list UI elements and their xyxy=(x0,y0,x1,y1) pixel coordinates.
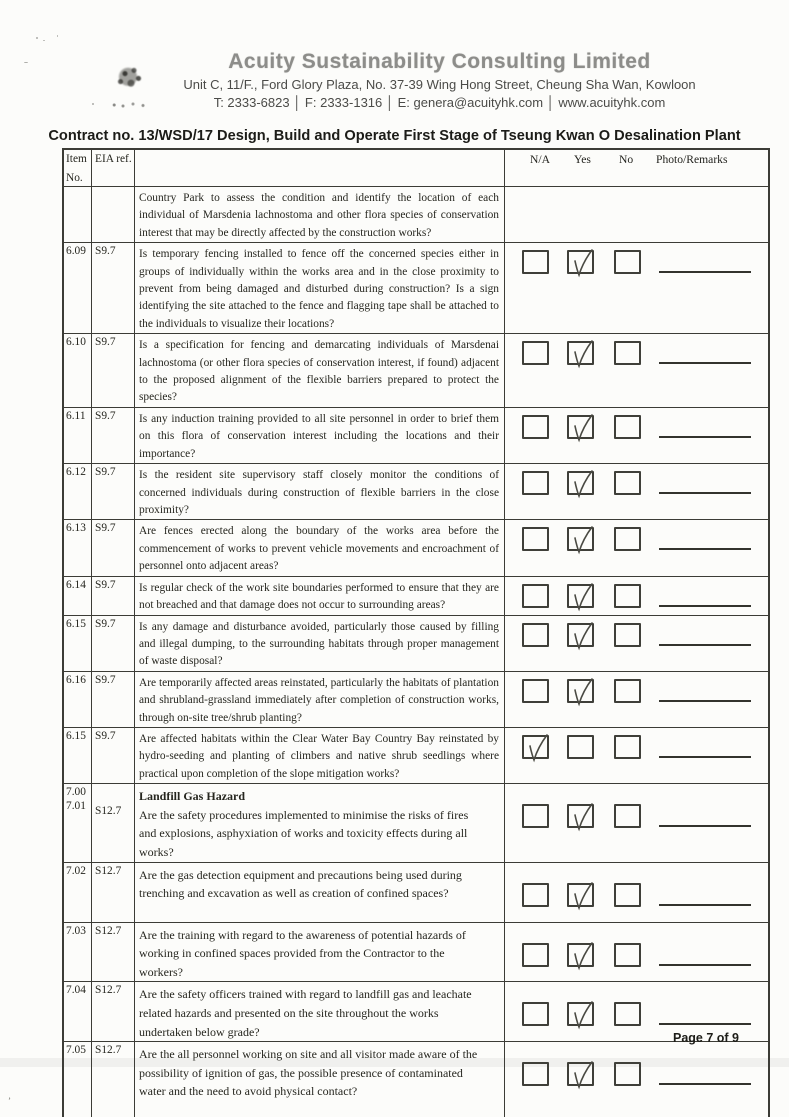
item-no-cell xyxy=(64,616,92,671)
eia-ref: S9.7 xyxy=(95,617,116,630)
checkbox-na[interactable] xyxy=(522,804,549,828)
remarks-line[interactable] xyxy=(659,825,751,827)
eia-ref-cell xyxy=(92,520,135,575)
question-text: Are affected habitats within the Clear Water Bay Country Bay reinstated by hydro-seeding and planting of climbers and native shrub seedlings where practical upon completion of the slope mitigation works? xyxy=(139,732,499,780)
eia-ref: S12.7 xyxy=(95,984,122,997)
checkbox-no[interactable] xyxy=(614,584,641,608)
checkbox-yes[interactable] xyxy=(567,804,594,828)
question-cell xyxy=(135,728,505,783)
check-mark xyxy=(570,802,596,836)
question-text: Are the safety procedures implemented to minimise the risks of fires and explosions, asphyxiation of works and toxicity effects during all works? xyxy=(139,807,469,859)
question-cell xyxy=(135,863,505,922)
checkbox-na[interactable] xyxy=(522,735,549,759)
header-question-column xyxy=(135,150,505,186)
question-text: Are the all personnel working on site and all visitor made aware of the possibility of ignition of gas, the possible presence of contaminated water and the need to avoid physical contact? xyxy=(139,1047,478,1099)
eia-ref: S9.7 xyxy=(95,245,116,258)
question-cell xyxy=(135,408,505,463)
eia-ref: S9.7 xyxy=(95,336,116,349)
item-no: 6.11 xyxy=(66,409,86,422)
remarks-line[interactable] xyxy=(659,548,751,550)
item-no-cell xyxy=(64,243,92,333)
checkbox-na[interactable] xyxy=(522,623,549,647)
header-no: No xyxy=(619,153,634,166)
checkbox-na[interactable] xyxy=(522,415,549,439)
answers-cell xyxy=(505,616,768,671)
remarks-line[interactable] xyxy=(659,700,751,702)
answers-cell xyxy=(505,784,768,861)
item-no: 6.13 xyxy=(66,522,86,535)
question-cell xyxy=(135,616,505,671)
checklist-row-6.15 xyxy=(64,615,768,671)
checklist-row-6.15 xyxy=(64,727,768,783)
eia-ref-cell xyxy=(92,616,135,671)
item-no-cell xyxy=(64,784,92,861)
check-mark xyxy=(570,677,596,711)
checkbox-no[interactable] xyxy=(614,471,641,495)
check-mark xyxy=(570,469,596,503)
eia-ref: S9.7 xyxy=(95,673,116,686)
check-mark xyxy=(525,733,551,767)
item-no: 7.04 xyxy=(66,984,86,997)
checkbox-na[interactable] xyxy=(522,341,549,365)
question-text: Are fences erected along the boundary of the works area before the commencement of works to prevent vehicle movements and encroachment of personnel onto adjacent areas? xyxy=(139,525,499,573)
checkbox-yes[interactable] xyxy=(567,584,594,608)
checklist-row-6.14 xyxy=(64,576,768,615)
header-item-line1: Item xyxy=(66,153,87,165)
question-cell xyxy=(135,243,505,333)
item-no-cell xyxy=(64,408,92,463)
question-text: Are the training with regard to the awareness of potential hazards of working in confined spaces provided from the Contractor to the workers? xyxy=(139,927,466,979)
scan-mark: ’ xyxy=(8,1096,11,1106)
checkbox-no[interactable] xyxy=(614,1002,641,1026)
check-mark xyxy=(570,582,596,616)
answers-cell xyxy=(505,408,768,463)
checklist-row-6.13 xyxy=(64,519,768,575)
eia-ref-cell xyxy=(92,577,135,615)
remarks-line[interactable] xyxy=(659,271,751,273)
checkbox-no[interactable] xyxy=(614,415,641,439)
letterhead xyxy=(0,50,789,110)
question-cell xyxy=(135,577,505,615)
checkbox-yes[interactable] xyxy=(567,735,594,759)
item-no: 7.02 xyxy=(66,864,86,877)
checkbox-na[interactable] xyxy=(522,527,549,551)
remarks-line[interactable] xyxy=(659,964,751,966)
item-no-cell xyxy=(64,728,92,783)
eia-ref-cell xyxy=(92,923,135,982)
eia-ref-cell xyxy=(92,982,135,1041)
question-text: Are temporarily affected areas reinstated, particularly the habitats of plantation and shrubland-grassland immediately after completion of construction works, through on-site tree/shrub planting? xyxy=(139,676,499,724)
item-no: 6.09 xyxy=(66,245,86,258)
header-item-no xyxy=(64,150,92,186)
question-cell xyxy=(135,982,505,1041)
answers-cell xyxy=(505,672,768,727)
check-mark xyxy=(570,525,596,559)
remarks-line[interactable] xyxy=(659,1083,751,1085)
question-cell xyxy=(135,784,505,861)
eia-ref: S9.7 xyxy=(95,578,116,591)
checkbox-yes[interactable] xyxy=(567,527,594,551)
eia-ref-cell xyxy=(92,728,135,783)
checkbox-na[interactable] xyxy=(522,679,549,703)
answers-cell xyxy=(505,243,768,333)
answers-cell xyxy=(505,1042,768,1117)
answers-cell xyxy=(505,577,768,615)
remarks-line[interactable] xyxy=(659,756,751,758)
item-no-cell xyxy=(64,187,92,242)
header-yes: Yes xyxy=(574,153,591,166)
company-name: Acuity Sustainability Consulting Limited xyxy=(228,50,651,73)
scan-speck xyxy=(43,40,45,41)
question-cell xyxy=(135,520,505,575)
checkbox-na[interactable] xyxy=(522,943,549,967)
remarks-line[interactable] xyxy=(659,436,751,438)
eia-ref: S9.7 xyxy=(95,409,116,422)
question-cell xyxy=(135,464,505,519)
checklist-row-7.05 xyxy=(64,1041,768,1117)
answers-cell xyxy=(505,863,768,922)
checkbox-na[interactable] xyxy=(522,584,549,608)
eia-ref-cell xyxy=(92,1042,135,1117)
eia-ref-cell xyxy=(92,863,135,922)
checklist-row-continuation xyxy=(64,186,768,242)
header-eia-ref: EIA ref. xyxy=(92,150,135,186)
checkbox-na[interactable] xyxy=(522,471,549,495)
question-cell xyxy=(135,923,505,982)
eia-ref: S9.7 xyxy=(95,522,116,535)
checkbox-no[interactable] xyxy=(614,679,641,703)
item-no: 6.10 xyxy=(66,336,86,349)
item-no-cell xyxy=(64,577,92,615)
question-text: Country Park to assess the condition and identify the location of each individual of Marsdenia lachnostoma and other flora species of conservation interest that may be directly affected by the construction works? xyxy=(139,192,499,239)
item-no-cell xyxy=(64,923,92,982)
check-mark xyxy=(570,248,596,282)
checkbox-no[interactable] xyxy=(614,804,641,828)
checkbox-no[interactable] xyxy=(614,883,641,907)
eia-ref-cell xyxy=(92,464,135,519)
check-mark xyxy=(570,621,596,655)
item-no: 6.15 xyxy=(66,617,86,630)
remarks-line[interactable] xyxy=(659,1023,751,1025)
company-address: Unit C, 11/F., Ford Glory Plaza, No. 37-39 Wing Hong Street, Cheung Sha Wan, Kowloon xyxy=(183,77,696,92)
scan-speck xyxy=(57,35,58,37)
item-no: 7.03 xyxy=(66,924,86,937)
checkbox-no[interactable] xyxy=(614,943,641,967)
remarks-line[interactable] xyxy=(659,605,751,607)
scan-speck xyxy=(36,37,38,39)
question-text: Is any induction training provided to all site personnel in order to brief them on this flora of conservation interest including the locations and their importance? xyxy=(139,412,499,460)
eia-ref-cell xyxy=(92,243,135,333)
checklist-row-7.04 xyxy=(64,981,768,1041)
check-mark xyxy=(570,941,596,975)
eia-ref-cell xyxy=(92,187,135,242)
item-no-cell xyxy=(64,1042,92,1117)
check-mark xyxy=(570,339,596,373)
question-text: Is regular check of the work site boundaries performed to ensure that they are not breached and that damage does not occur to surrounding areas? xyxy=(139,581,499,611)
remarks-line[interactable] xyxy=(659,644,751,646)
table-header-row xyxy=(64,150,768,186)
eia-ref: S9.7 xyxy=(95,466,116,479)
checkbox-na[interactable] xyxy=(522,883,549,907)
checkbox-no[interactable] xyxy=(614,250,641,274)
header-item-line2: No. xyxy=(66,172,83,184)
question-text: Are the safety officers trained with regard to landfill gas and leachate related hazards and presented on the site throughout the works undertaken below grade? xyxy=(139,987,472,1039)
header-na: N/A xyxy=(530,153,550,166)
eia-ref-cell xyxy=(92,334,135,407)
remarks-line[interactable] xyxy=(659,362,751,364)
item-no: 6.15 xyxy=(66,729,86,742)
question-cell xyxy=(135,672,505,727)
header-answers xyxy=(505,150,768,186)
item-no-cell xyxy=(64,863,92,922)
checkbox-yes[interactable] xyxy=(567,679,594,703)
question-text: Are the gas detection equipment and precautions being used during trenching and excavation as well as creation of confined spaces? xyxy=(139,867,462,901)
check-mark xyxy=(570,1000,596,1034)
scan-band xyxy=(0,1058,789,1067)
answers-cell xyxy=(505,520,768,575)
checkbox-na[interactable] xyxy=(522,1002,549,1026)
checkbox-yes[interactable] xyxy=(567,1002,594,1026)
checklist-row-6.12 xyxy=(64,463,768,519)
answers-cell xyxy=(505,334,768,407)
item-no: 7.05 xyxy=(66,1044,86,1057)
checkbox-no[interactable] xyxy=(614,341,641,365)
checkbox-no[interactable] xyxy=(614,735,641,759)
header-photo-remarks: Photo/Remarks xyxy=(656,153,728,166)
checkbox-yes[interactable] xyxy=(567,943,594,967)
company-contact: T: 2333-6823 │ F: 2333-1316 │ E: genera@acuityhk.com │ www.acuityhk.com xyxy=(213,95,666,110)
checkbox-no[interactable] xyxy=(614,623,641,647)
eia-ref: S12.7 xyxy=(95,924,122,937)
checklist-row-7.02 xyxy=(64,862,768,922)
answers-cell xyxy=(505,187,768,242)
remarks-line[interactable] xyxy=(659,904,751,906)
question-text: Is any damage and disturbance avoided, particularly those caused by filling and illegal dumping, to the surrounding habitats through proper management of waste disposal? xyxy=(139,620,499,668)
eia-ref: S12.7 xyxy=(95,1044,122,1057)
document-title: Contract no. 13/WSD/17 Design, Build and Operate First Stage of Tseung Kwan O Desalination Plant xyxy=(48,128,741,144)
eia-ref-cell xyxy=(92,408,135,463)
checklist-row-6.09 xyxy=(64,242,768,333)
checkbox-yes[interactable] xyxy=(567,341,594,365)
answers-cell xyxy=(505,923,768,982)
checkbox-yes[interactable] xyxy=(567,415,594,439)
checkbox-no[interactable] xyxy=(614,527,641,551)
checklist-row-6.10 xyxy=(64,333,768,407)
eia-ref: S12.7 xyxy=(95,864,122,877)
item-no: 6.16 xyxy=(66,673,86,686)
answers-cell xyxy=(505,728,768,783)
remarks-line[interactable] xyxy=(659,492,751,494)
item-no: 7.01 xyxy=(66,800,86,813)
checkbox-yes[interactable] xyxy=(567,250,594,274)
question-text: Is the resident site supervisory staff closely monitor the conditions of concerned individuals during construction of flexible barriers in the close proximity? xyxy=(139,469,499,516)
question-cell xyxy=(135,334,505,407)
page-number: Page 7 of 9 xyxy=(673,1031,739,1045)
checklist-row-7.03 xyxy=(64,922,768,982)
answers-cell xyxy=(505,464,768,519)
checklist-table xyxy=(62,148,770,1117)
eia-ref-cell xyxy=(92,784,135,861)
question-cell xyxy=(135,187,505,242)
question-cell xyxy=(135,1042,505,1117)
checklist-row-6.16 xyxy=(64,671,768,727)
item-no-cell xyxy=(64,672,92,727)
check-mark xyxy=(570,881,596,915)
check-mark xyxy=(570,413,596,447)
question-text: Is a specification for fencing and demarcating individuals of Marsdenai lachnostoma (or other flora species of conservation interest, if found) adjacent to the proposed alignment of the flexible barriers prepared to protect the species? xyxy=(139,339,499,404)
section-title: Landfill Gas Hazard xyxy=(139,789,246,804)
checkbox-yes[interactable] xyxy=(567,883,594,907)
checklist-row-6.11 xyxy=(64,407,768,463)
item-no-cell xyxy=(64,464,92,519)
item-no-cell xyxy=(64,982,92,1041)
checkbox-yes[interactable] xyxy=(567,623,594,647)
eia-ref: S12.7 xyxy=(95,805,122,818)
checkbox-yes[interactable] xyxy=(567,471,594,495)
checklist-row-7.01 xyxy=(64,783,768,861)
section-item-no: 7.00 xyxy=(66,786,86,799)
question-text: Is temporary fencing installed to fence off the concerned species either in groups of individually within the works area and in the close proximity to prevent from being damaged and disturbed during construction? Is a sign identifying the site attached to the fence and flagging tape shall be attached to the individuals to visualize their locations? xyxy=(139,248,499,330)
item-no-cell xyxy=(64,520,92,575)
item-no-cell xyxy=(64,334,92,407)
item-no: 6.12 xyxy=(66,466,86,479)
eia-ref: S9.7 xyxy=(95,729,116,742)
item-no: 6.14 xyxy=(66,578,86,591)
checkbox-na[interactable] xyxy=(522,250,549,274)
eia-ref-cell xyxy=(92,672,135,727)
